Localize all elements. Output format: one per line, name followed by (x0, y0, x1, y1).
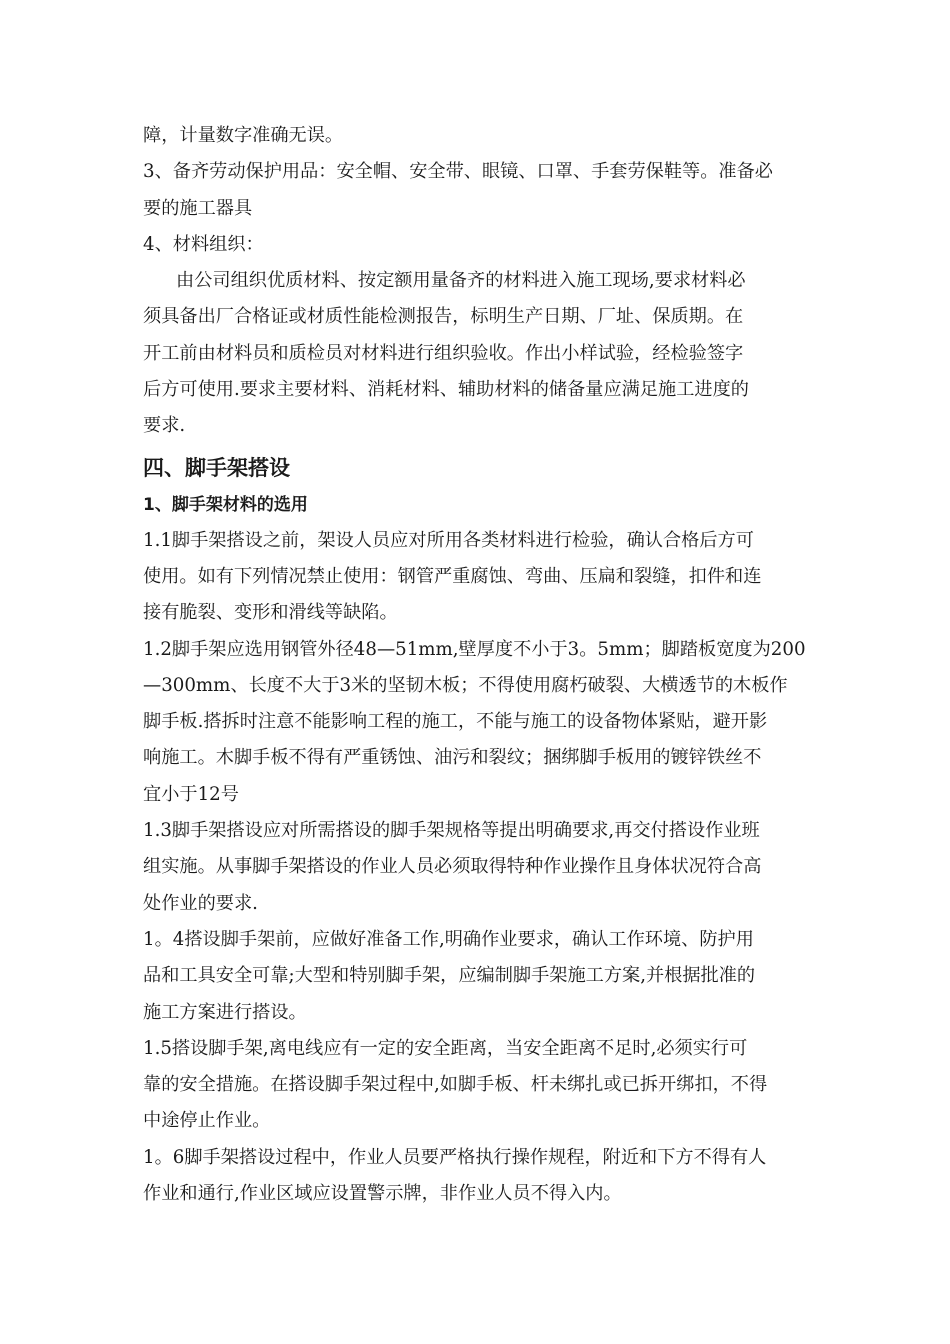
text-line: 组实施。从事脚手架搭设的作业人员必须取得特种作业操作且身体状况符合高 (143, 856, 762, 878)
text-line: 中途停止作业。 (143, 1110, 271, 1132)
text-line: 开工前由材料员和质检员对材料进行组织验收。作出小样试验，经检验签字 (143, 342, 744, 364)
text-line: 接有脆裂、变形和滑线等缺陷。 (143, 602, 398, 624)
text-line: 4、材料组织： (143, 233, 264, 255)
subsection-heading: 1、脚手架材料的选用 (143, 494, 308, 515)
text-line: 障，计量数字准确无误。 (143, 125, 344, 146)
document-page (143, 118, 813, 1212)
text-line: 后方可使用.要求主要材料、消耗材料、辅助材料的储备量应满足施工进度的 (143, 379, 749, 401)
section-heading: 四、脚手架搭设 (143, 455, 290, 480)
text-line: —300mm、长度不大于3米的坚韧木板；不得使用腐朽破裂、大横透节的木板作 (143, 674, 788, 696)
text-line: 作业和通行,作业区域应设置警示牌，非作业人员不得入内。 (143, 1183, 622, 1205)
text-line: 品和工具安全可靠;大型和特别脚手架，应编制脚手架施工方案,并根据批准的 (143, 965, 756, 987)
text-line: 1.5搭设脚手架,离电线应有一定的安全距离，当安全距离不足时,必须实行可 (143, 1037, 748, 1059)
text-line: 须具备出厂合格证或材质性能检测报告，标明生产日期、厂址、保质期。在 (143, 306, 744, 328)
text-line: 脚手板.搭拆时注意不能影响工程的施工，不能与施工的设备物体紧贴，避开影 (143, 711, 768, 733)
text-line: 1.2脚手架应选用钢管外径48—51mm,壁厚度不小于3。5mm；脚踏板宽度为200 (143, 638, 806, 660)
text-line: 使用。如有下列情况禁止使用：钢管严重腐蚀、弯曲、压扁和裂缝，扣件和连 (143, 565, 762, 587)
text-line: 施工方案进行搭设。 (143, 1001, 307, 1023)
text-line: 响施工。木脚手板不得有严重锈蚀、油污和裂纹；捆绑脚手板用的镀锌铁丝不 (143, 747, 762, 769)
text-line: 1.3脚手架搭设应对所需搭设的脚手架规格等提出明确要求,再交付搭设作业班 (143, 820, 760, 842)
text-line: 1。4搭设脚手架前，应做好准备工作,明确作业要求，确认工作环境、防护用 (143, 928, 754, 950)
text-line: 1.1脚手架搭设之前，架设人员应对所用各类材料进行检验，确认合格后方可 (143, 529, 754, 551)
text-line: 要的施工器具 (143, 197, 253, 219)
text-line: 1。6脚手架搭设过程中，作业人员要严格执行操作规程，附近和下方不得有人 (143, 1146, 767, 1168)
text-line: 3、备齐劳动保护用品：安全帽、安全带、眼镜、口罩、手套劳保鞋等。准备必 (143, 161, 773, 183)
text-line: 处作业的要求. (143, 892, 258, 914)
text-line: 要求. (143, 415, 186, 437)
text-line: 由公司组织优质材料、按定额用量备齐的材料进入施工现场,要求材料必 (176, 270, 746, 292)
text-line: 靠的安全措施。在搭设脚手架过程中,如脚手板、杆未绑扎或已拆开绑扣，不得 (143, 1074, 768, 1096)
text-line: 宜小于12号 (143, 783, 239, 805)
